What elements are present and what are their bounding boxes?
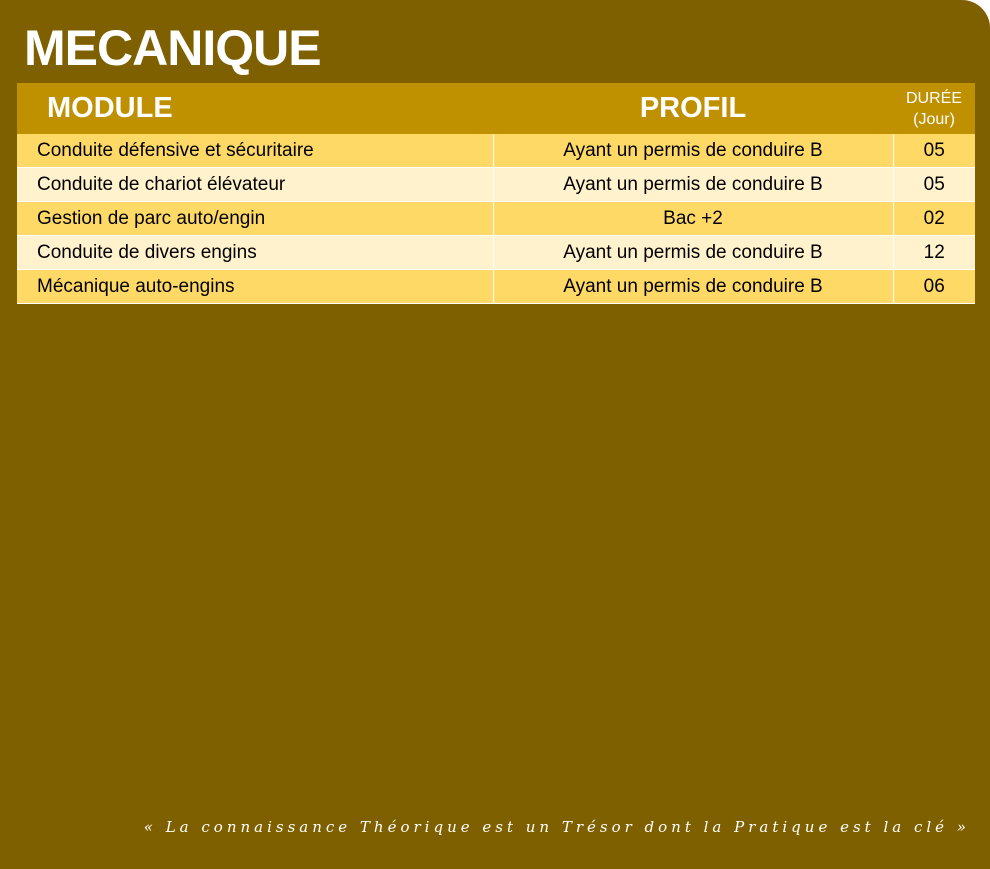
duree-cell: 12 [893,236,975,270]
table-row [17,202,975,236]
duree-cell: 05 [893,134,975,168]
table-row [17,270,975,304]
module-cell: Mécanique auto-engins [17,270,493,304]
column-header-profil: PROFIL [493,83,893,134]
table-row [17,168,975,202]
table-row [17,236,975,270]
table-header-row [17,83,975,134]
column-header-duree [893,83,975,134]
duree-header-label: DURÉE [905,89,962,107]
footer-quote: « La connaissance Théorique est un Trésor dont la Pratique est la clé » [143,818,970,836]
page-title: MECANIQUE [24,20,321,76]
training-table [17,83,975,304]
profil-cell: Ayant un permis de conduire B [493,168,893,202]
profil-cell: Bac +2 [493,202,893,236]
profil-cell: Ayant un permis de conduire B [493,270,893,304]
module-cell: Conduite de divers engins [17,236,493,270]
duree-header-unit: (Jour) [913,110,955,128]
profil-cell: Ayant un permis de conduire B [493,134,893,168]
module-cell: Conduite défensive et sécuritaire [17,134,493,168]
duree-cell: 05 [893,168,975,202]
module-cell: Gestion de parc auto/engin [17,202,493,236]
duree-cell: 06 [893,270,975,304]
column-header-module: MODULE [17,83,493,134]
module-cell: Conduite de chariot élévateur [17,168,493,202]
duree-cell: 02 [893,202,975,236]
table-row [17,134,975,168]
profil-cell: Ayant un permis de conduire B [493,236,893,270]
